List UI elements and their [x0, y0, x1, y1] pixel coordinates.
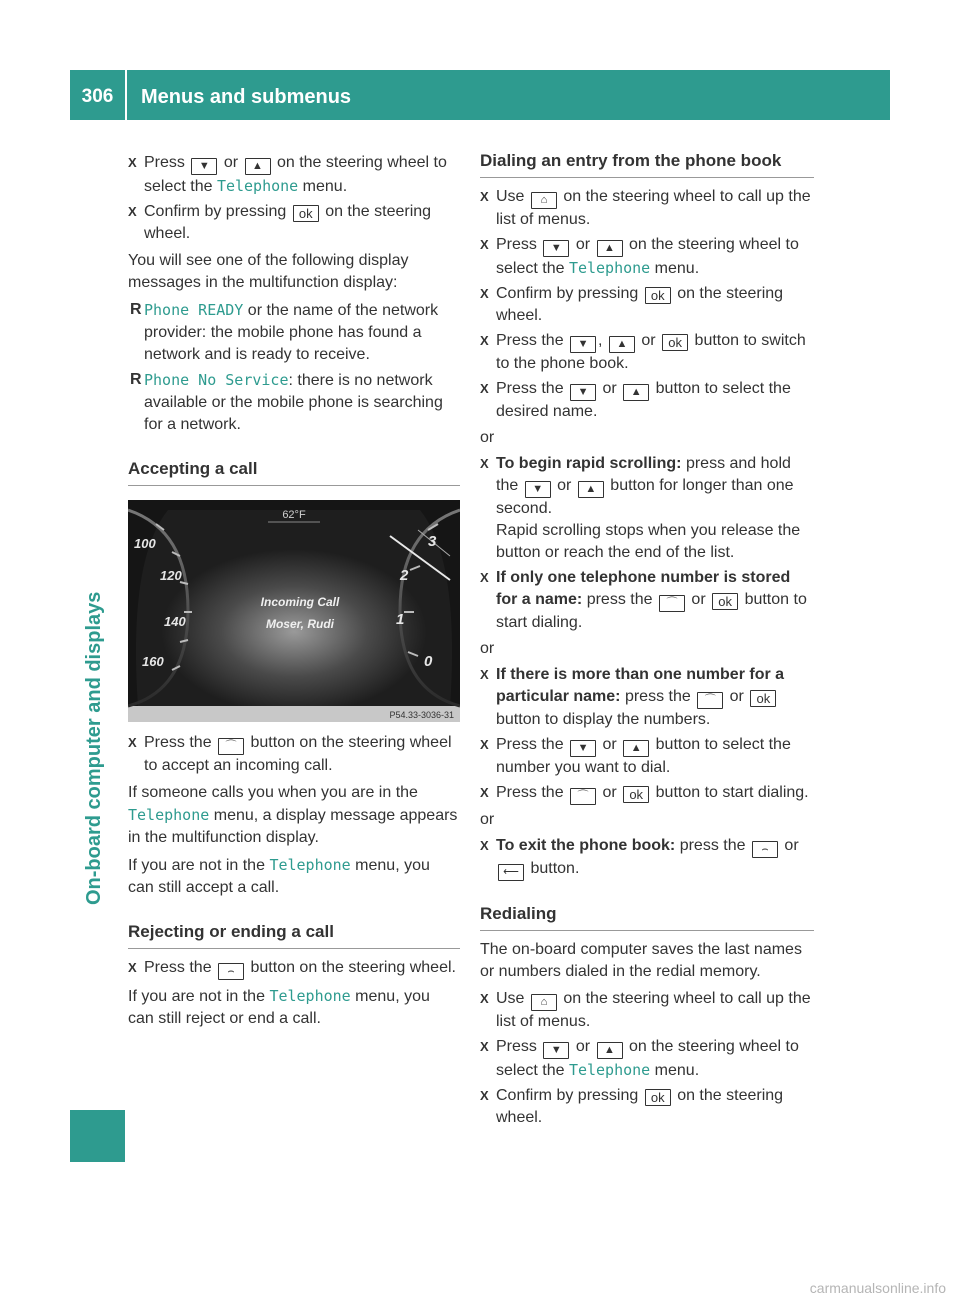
incoming-call-label: Incoming Call — [260, 595, 340, 609]
down-button-icon: ▼ — [570, 740, 596, 757]
end-call-button-icon: ⌢ — [218, 963, 244, 980]
step: X Press the ⌢ button on the steering wheel. — [128, 957, 460, 980]
step: X Use ⌂ on the steering wheel to call up the list of menus. — [480, 188, 811, 228]
display-text: Telephone — [269, 856, 351, 874]
step: X Press the ⌒ or ok button to start dialing. — [480, 782, 814, 805]
step-marker: X — [480, 737, 489, 752]
step-marker: X — [480, 237, 489, 252]
bullet-item: R Phone READY or the name of the network provider: the mobile phone has found a network and is ready to receive. — [130, 301, 439, 363]
instrument-cluster-image — [128, 500, 460, 722]
step: X Press the ▼ or ▲ button to select the desired name. — [480, 380, 791, 420]
call-button-icon: ⌒ — [570, 788, 596, 805]
up-button-icon: ▲ — [578, 481, 604, 498]
section-heading: Accepting a call — [128, 458, 460, 486]
back-button-icon: ⟵ — [498, 864, 524, 881]
step-marker: X — [480, 838, 489, 853]
ok-button-icon: ok — [750, 690, 776, 707]
home-button-icon: ⌂ — [531, 192, 557, 209]
step: X To exit the phone book: press the ⌢ or ⟵ button. — [480, 835, 814, 881]
up-button-icon: ▲ — [609, 336, 635, 353]
instrument-cluster-graphic — [128, 500, 460, 722]
bullet-marker: R — [130, 371, 142, 388]
down-button-icon: ▼ — [525, 481, 551, 498]
step-marker: X — [480, 570, 489, 585]
speed-label-120: 120 — [160, 568, 182, 583]
watermark: carmanualsonline.info — [809, 1280, 946, 1296]
end-call-button-icon: ⌢ — [752, 841, 778, 858]
step-marker: X — [128, 960, 137, 975]
step-marker: X — [480, 785, 489, 800]
down-button-icon: ▼ — [570, 336, 596, 353]
call-button-icon: ⌒ — [697, 692, 723, 709]
call-button-icon: ⌒ — [218, 738, 244, 755]
or-separator: or — [480, 811, 495, 828]
down-button-icon: ▼ — [191, 158, 217, 175]
up-button-icon: ▲ — [597, 1042, 623, 1059]
display-text: Telephone — [216, 177, 299, 195]
step: X Press ▼ or ▲ on the steering wheel to select the Telephone menu. — [128, 154, 447, 195]
ok-button-icon: ok — [293, 205, 319, 222]
step-marker: X — [128, 155, 137, 170]
step: X Press ▼ or ▲ on the steering wheel to select the Telephone menu. — [480, 1038, 799, 1079]
speed-label-100: 100 — [134, 536, 156, 551]
rpm-label-1: 1 — [396, 611, 405, 628]
paragraph: The on-board computer saves the last names or numbers dialed in the redial memory. — [480, 941, 802, 980]
step: X Confirm by pressing ok on the steering wheel. — [480, 1087, 784, 1126]
caller-name: Moser, Rudi — [265, 617, 335, 631]
display-text: Phone READY — [144, 301, 244, 319]
up-button-icon: ▲ — [245, 158, 271, 175]
section-heading: Redialing — [480, 903, 814, 931]
step-marker: X — [480, 333, 489, 348]
display-text: Telephone — [269, 987, 351, 1005]
step: X If there is more than one number for a particular name: press the ⌒ or ok button to display the numbers. — [480, 666, 785, 728]
bullet-item: R Phone No Service: there is no network available or the mobile phone is searching for a network. — [130, 371, 443, 433]
step: X Confirm by pressing ok on the steering wheel. — [128, 203, 432, 242]
display-text: Telephone — [568, 1061, 651, 1079]
display-text: Telephone — [128, 806, 210, 824]
outside-temperature: 62°F — [282, 509, 306, 521]
down-button-icon: ▼ — [543, 1042, 569, 1059]
step-marker: X — [480, 189, 489, 204]
ok-button-icon: ok — [645, 287, 671, 304]
ok-button-icon: ok — [662, 334, 688, 351]
or-separator: or — [480, 429, 495, 446]
home-button-icon: ⌂ — [531, 994, 557, 1011]
right-column — [480, 150, 814, 1132]
chapter-tab — [83, 545, 111, 945]
rpm-label-2: 2 — [400, 567, 409, 584]
step: X Press the ▼ or ▲ button to select the number you want to dial. — [480, 736, 791, 776]
display-text: Telephone — [568, 259, 651, 277]
paragraph: If you are not in the Telephone menu, you can still reject or end a call. — [128, 987, 430, 1027]
or-separator: or — [480, 640, 495, 657]
down-button-icon: ▼ — [543, 240, 569, 257]
step: X Press ▼ or ▲ on the steering wheel to select the Telephone menu. — [480, 236, 799, 277]
step-marker: X — [480, 667, 489, 682]
step-marker: X — [480, 1088, 489, 1103]
step: X Confirm by pressing ok on the steering wheel. — [480, 285, 784, 324]
display-text: Phone No Service — [144, 371, 289, 389]
ok-button-icon: ok — [623, 786, 649, 803]
section-heading: Dialing an entry from the phone book — [480, 150, 814, 178]
step: X To begin rapid scrolling: press and hold the ▼ or ▲ button for longer than one second. Rapid scrolling stops when you release the button or reach the end of the list. — [480, 453, 814, 564]
paragraph: You will see one of the following display messages in the multifunction display: — [128, 252, 409, 291]
step: X Press the ⌒ button on the steering wheel to accept an incoming call. — [128, 734, 452, 774]
section-heading: Rejecting or ending a call — [128, 921, 460, 949]
step: X Press the ▼ , ▲ or ok button to switch to the phone book. — [480, 332, 806, 372]
left-column — [128, 150, 460, 1035]
step-marker: X — [480, 991, 489, 1006]
rpm-label-3: 3 — [428, 533, 437, 550]
step-marker: X — [480, 381, 489, 396]
rpm-label-0: 0 — [424, 653, 433, 670]
step: X If only one telephone number is stored for a name: press the ⌒ or ok button to start dialing. — [480, 569, 807, 631]
figure-code: P54.33-3036-31 — [389, 710, 454, 720]
ok-button-icon: ok — [645, 1089, 671, 1106]
down-button-icon: ▼ — [570, 384, 596, 401]
speed-label-160: 160 — [142, 654, 164, 669]
up-button-icon: ▲ — [623, 740, 649, 757]
step-note: Rapid scrolling stops when you release the button or reach the end of the list. — [496, 522, 801, 561]
step-marker: X — [480, 456, 489, 471]
step-marker: X — [128, 735, 137, 750]
step-marker: X — [480, 286, 489, 301]
speed-label-140: 140 — [164, 614, 186, 629]
paragraph: If you are not in the Telephone menu, you can still accept a call. — [128, 856, 430, 896]
page-title: Menus and submenus — [141, 86, 352, 108]
bullet-marker: R — [130, 301, 142, 318]
ok-button-icon: ok — [712, 593, 738, 610]
up-button-icon: ▲ — [597, 240, 623, 257]
up-button-icon: ▲ — [623, 384, 649, 401]
step: X Use ⌂ on the steering wheel to call up the list of menus. — [480, 990, 811, 1030]
chapter-marker — [70, 1110, 125, 1162]
chapter-title: On-board computer and displays — [83, 591, 105, 905]
call-button-icon: ⌒ — [659, 595, 685, 612]
page-number: 306 — [81, 86, 114, 107]
paragraph: If someone calls you when you are in the Telephone menu, a display message appears in the multifunction display. — [128, 784, 458, 846]
step-marker: X — [480, 1039, 489, 1054]
step-marker: X — [128, 204, 137, 219]
